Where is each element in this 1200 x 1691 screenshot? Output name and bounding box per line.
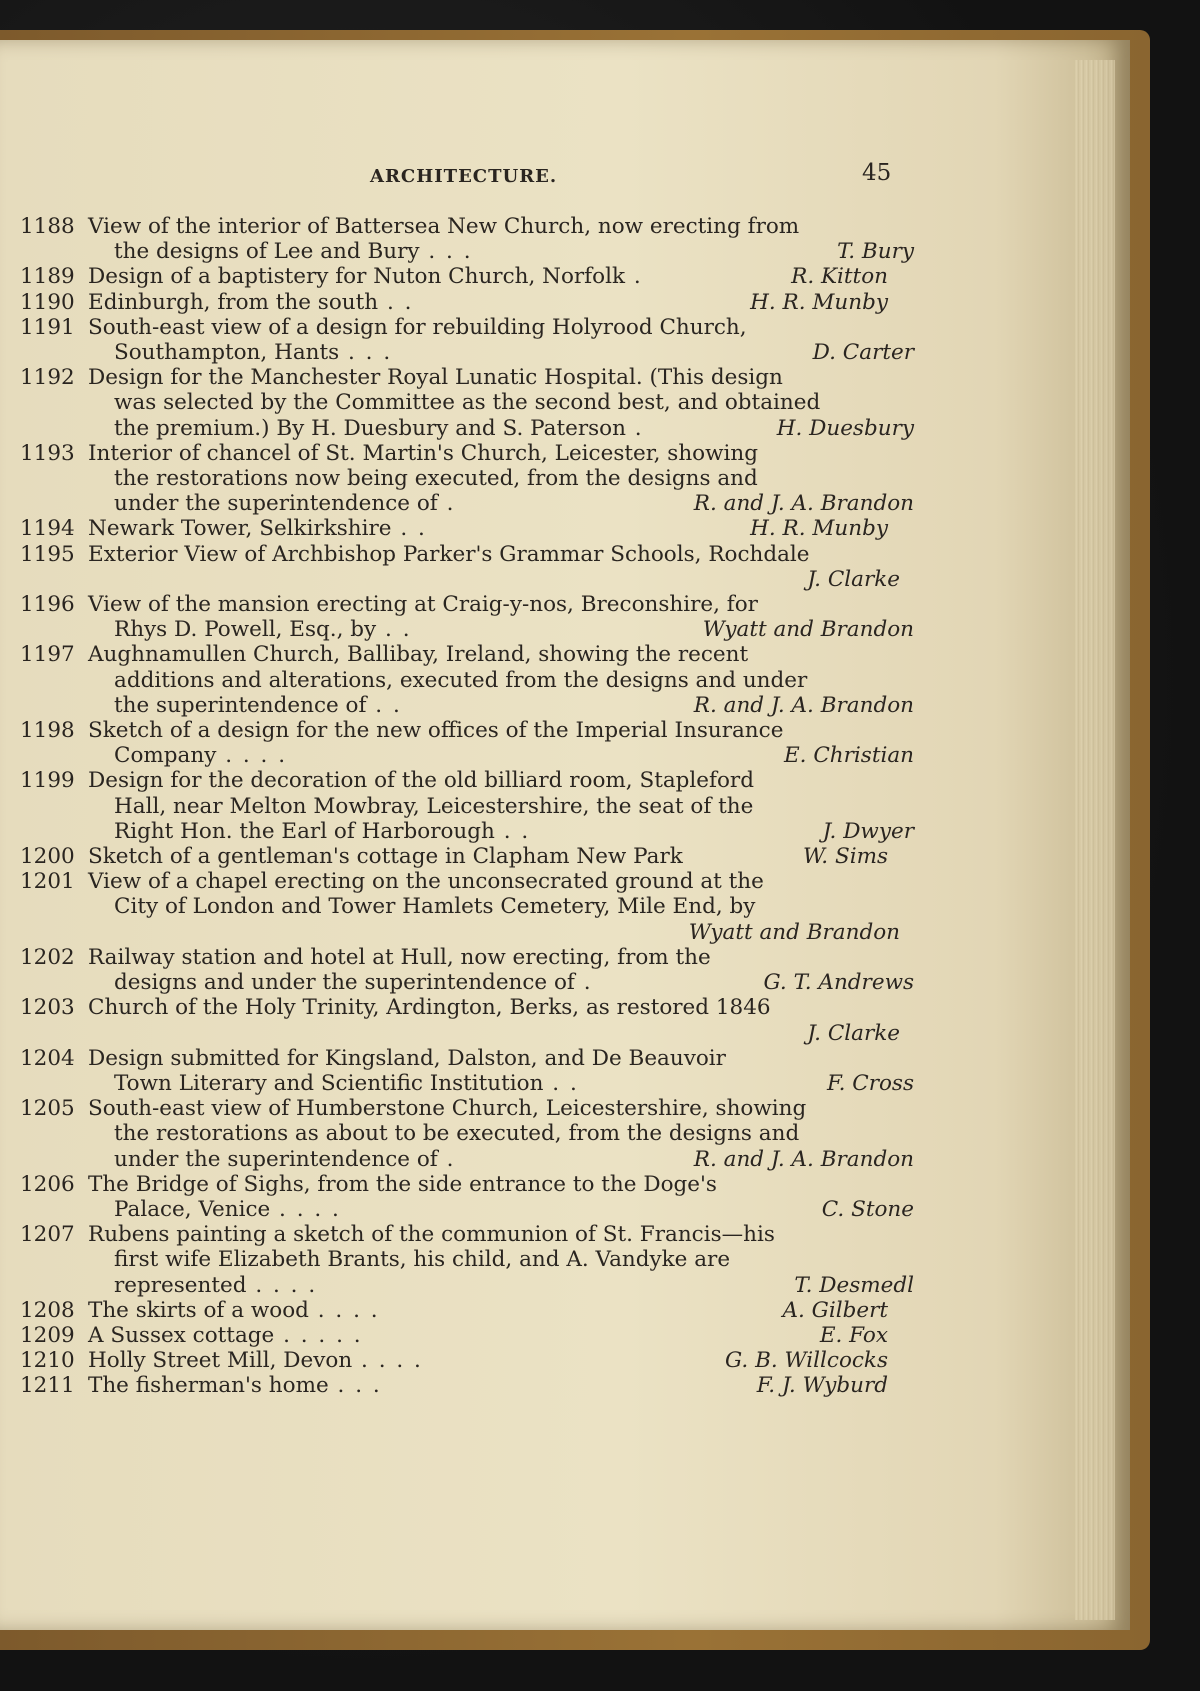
catalogue-entry: [20, 1348, 900, 1373]
entry-text-line: Southampton, Hants . . . D. Carter: [114, 340, 914, 366]
catalogue-entry: [20, 214, 914, 265]
entry-text-line: Rubens painting a sketch of the communion of St. Francis—his: [88, 1222, 775, 1248]
catalogue-entry: [20, 995, 900, 1045]
entry-text-line: Company . . . . E. Christian: [114, 743, 914, 769]
catalogue-entry: [20, 592, 914, 643]
entry-text-line: City of London and Tower Hamlets Cemetery, Mile End, by: [114, 894, 756, 920]
entry-number: 1204: [20, 1045, 75, 1071]
entry-text-line: Rhys D. Powell, Esq., by . . Wyatt and Brandon: [114, 617, 914, 643]
entry-text-line: Holly Street Mill, Devon . . . . G. B. Willcocks: [88, 1348, 888, 1374]
entry-text-line: The fisherman's home . . . F. J. Wyburd: [88, 1373, 888, 1399]
entry-text-line: Sketch of a gentleman's cottage in Clapham New Park W. Sims: [88, 844, 888, 870]
artist-name: R. Kitton: [791, 264, 888, 290]
artist-name: R. and J. A. Brandon: [693, 1146, 914, 1172]
entry-description: [88, 1298, 900, 1323]
artist-name: T. Desmedl: [794, 1272, 914, 1298]
entry-text-line: Aughnamullen Church, Ballibay, Ireland, showing the recent: [88, 642, 749, 668]
entry-number: 1196: [20, 592, 75, 618]
artist-name: J. Clarke: [807, 566, 900, 592]
dot-leader: . .: [543, 1070, 579, 1096]
entry-text-line: Interior of chancel of St. Martin's Church, Leicester, showing: [88, 440, 759, 466]
entry-number: 1203: [20, 995, 75, 1021]
artist-name: W. Sims: [802, 844, 888, 870]
entry-number: 1200: [20, 844, 75, 870]
entry-number: 1202: [20, 944, 75, 970]
dot-leader: . .: [376, 617, 412, 643]
entry-number: 1194: [20, 516, 75, 542]
catalogue-entry: [20, 844, 900, 869]
entry-text-line: the restorations now being executed, from the designs and: [114, 466, 758, 492]
entry-text-line: the premium.) By H. Duesbury and S. Paterson . H. Duesbury: [114, 415, 914, 441]
entry-description: [88, 768, 914, 844]
catalogue-entry: [20, 944, 914, 996]
entry-text-line: View of a chapel erecting on the unconsecrated ground at the: [88, 869, 764, 895]
catalogue-entry: [20, 869, 900, 945]
artist-name: R. and J. A. Brandon: [693, 491, 914, 517]
artist-name: G. T. Andrews: [763, 970, 914, 996]
entry-text-line: Edinburgh, from the south . . H. R. Munby: [88, 289, 888, 315]
entry-description: [88, 516, 900, 541]
entry-description: [88, 1348, 900, 1373]
artist-name: E. Christian: [783, 743, 914, 769]
catalogue-entry: [20, 718, 914, 769]
entry-text-line: Newark Tower, Selkirkshire . . H. R. Munby: [88, 516, 888, 542]
dot-leader: . . . .: [308, 1297, 380, 1323]
entry-text-line: represented . . . . T. Desmedl: [114, 1272, 914, 1298]
entry-description: [88, 1373, 900, 1398]
artist-name: Wyatt and Brandon: [688, 919, 900, 945]
entry-number: 1206: [20, 1171, 75, 1197]
entry-number: 1209: [20, 1322, 75, 1348]
dot-leader: . . . . .: [274, 1322, 363, 1348]
entry-text-line: Design for the Manchester Royal Lunatic Hospital. (This design: [88, 365, 783, 391]
entry-description: [88, 314, 914, 366]
entry-text-line: was selected by the Committee as the second best, and obtained: [114, 390, 821, 416]
entry-text-line: designs and under the superintendence of . G. T. Andrews: [114, 970, 914, 996]
running-head: ARCHITECTURE.: [370, 166, 558, 187]
entry-description: [88, 944, 914, 996]
entry-description: [88, 542, 900, 592]
dot-leader: .: [437, 491, 456, 517]
entry-number: 1205: [20, 1096, 75, 1122]
entry-text-line: the superintendence of . . R. and J. A. Brandon: [114, 692, 914, 718]
entry-text-line: the restorations as about to be executed, from the designs and: [114, 1121, 800, 1147]
dot-leader: .: [437, 1146, 456, 1172]
artist-name: J. Dwyer: [822, 818, 914, 844]
dot-leader: . .: [391, 516, 427, 542]
catalogue-entry: [20, 1323, 900, 1348]
dot-leader: . .: [378, 289, 414, 315]
entry-description: [88, 1171, 914, 1222]
entry-text-line: under the superintendence of . R. and J. A. Brandon: [114, 491, 914, 517]
entry-description: [88, 869, 900, 945]
dot-leader: . . .: [328, 1373, 382, 1399]
entry-text-line: Design submitted for Kingsland, Dalston, and De Beauvoir: [88, 1045, 726, 1071]
dot-leader: .: [625, 415, 644, 441]
entry-number: 1199: [20, 768, 75, 794]
entry-number: 1201: [20, 869, 75, 895]
entry-description: [88, 718, 914, 769]
catalogue-entry: [20, 1171, 914, 1222]
catalogue-entry: [20, 440, 914, 517]
entry-description: [88, 1096, 914, 1172]
entry-number: 1189: [20, 264, 75, 290]
entry-text-line: Town Literary and Scientific Institution . . F. Cross: [114, 1070, 914, 1096]
entry-number: 1195: [20, 541, 75, 567]
artist-name: C. Stone: [821, 1196, 914, 1222]
entry-description: [88, 264, 900, 289]
entry-text-line: The Bridge of Sighs, from the side entrance to the Doge's: [88, 1171, 717, 1197]
entry-text-line: View of the mansion erecting at Craig-y-nos, Breconshire, for: [88, 592, 758, 618]
artist-name: T. Bury: [837, 239, 914, 265]
catalogue-entry: [20, 642, 914, 718]
entry-number: 1188: [20, 214, 75, 239]
entry-description: [88, 440, 914, 517]
entry-description: [88, 592, 914, 643]
entry-text-line: Design of a baptistery for Nuton Church, Norfolk . R. Kitton: [88, 264, 888, 290]
entry-text-line: Right Hon. the Earl of Harborough . . J. Dwyer: [114, 818, 914, 844]
artist-name: A. Gilbert: [782, 1297, 888, 1323]
catalogue-entry: [20, 1096, 914, 1172]
catalogue-entry: [20, 516, 900, 541]
entry-description: [88, 290, 900, 315]
entry-description: [88, 1045, 914, 1096]
entry-number: 1191: [20, 314, 75, 340]
entry-description: [88, 995, 900, 1045]
dot-leader: . .: [366, 692, 402, 718]
entry-text-line: Design for the decoration of the old billiard room, Stapleford: [88, 768, 754, 794]
dot-leader: . . . .: [270, 1196, 341, 1222]
dot-leader: . .: [494, 818, 531, 844]
entry-text-line: Hall, near Melton Mowbray, Leicestershire, the seat of the: [114, 793, 754, 819]
dot-leader: . . . .: [216, 743, 288, 769]
entry-text-line: Railway station and hotel at Hull, now erecting, from the: [88, 944, 711, 970]
catalogue-entry: [20, 1298, 900, 1323]
entry-text-line: additions and alterations, executed from the designs and under: [114, 667, 808, 693]
artist-name: H. Duesbury: [776, 415, 914, 441]
entry-number: 1190: [20, 289, 75, 315]
artist-name: J. Clarke: [807, 1020, 900, 1046]
catalogue-entry: [20, 1222, 914, 1298]
artist-name: D. Carter: [812, 340, 914, 366]
entry-text-line: A Sussex cottage . . . . . E. Fox: [88, 1322, 888, 1348]
dot-leader: .: [574, 970, 593, 996]
entry-number: 1208: [20, 1297, 75, 1323]
artist-name: E. Fox: [819, 1322, 888, 1348]
artist-name: H. R. Munby: [750, 289, 888, 315]
catalogue-entry: [20, 314, 914, 366]
entry-text-line: The skirts of a wood . . . . A. Gilbert: [88, 1297, 888, 1323]
catalogue-entry: [20, 290, 900, 315]
entry-text-line: View of the interior of Battersea New Church, now erecting from: [88, 214, 800, 239]
artist-name: G. B. Willcocks: [725, 1348, 888, 1374]
dot-leader: . . .: [419, 239, 473, 265]
entry-text-line: Exterior View of Archbishop Parker's Grammar Schools, Rochdale: [88, 541, 810, 567]
page-number: 45: [862, 160, 892, 186]
entry-text-line: Sketch of a design for the new offices of the Imperial Insurance: [88, 718, 784, 744]
dot-leader: .: [624, 264, 643, 290]
page-edges: [1075, 60, 1115, 1620]
entry-text-line: South-east view of Humberstone Church, Leicestershire, showing: [88, 1096, 807, 1122]
entry-text-line: South-east view of a design for rebuilding Holyrood Church,: [88, 314, 747, 340]
catalogue-entry: [20, 542, 900, 592]
entry-number: 1193: [20, 440, 75, 466]
entry-description: [88, 844, 900, 869]
catalogue-entry: [20, 1373, 900, 1398]
entry-text-line: the designs of Lee and Bury . . . T. Bury: [114, 239, 914, 265]
entry-number: 1198: [20, 718, 75, 744]
entry-number: 1211: [20, 1373, 75, 1399]
artist-name: H. R. Munby: [750, 516, 888, 542]
entry-description: [88, 1222, 914, 1298]
entry-number: 1210: [20, 1348, 75, 1374]
entry-number: 1192: [20, 365, 75, 391]
artist-name: F. J. Wyburd: [756, 1373, 888, 1399]
catalogue-entry: [20, 264, 900, 289]
entry-description: [88, 1323, 900, 1348]
entry-number: 1207: [20, 1222, 75, 1248]
entry-description: [88, 214, 914, 265]
entry-description: [88, 642, 914, 718]
dot-leader: . . .: [339, 340, 393, 366]
catalogue-entry: [20, 1045, 914, 1096]
catalogue-entries: [20, 214, 914, 1399]
entry-number: 1197: [20, 642, 75, 668]
entry-text-line: Palace, Venice . . . . C. Stone: [114, 1196, 914, 1222]
dot-leader: . . . .: [352, 1348, 423, 1374]
entry-description: [88, 365, 914, 441]
catalogue-entry: [20, 768, 914, 844]
artist-name: F. Cross: [827, 1070, 914, 1096]
entry-text-line: under the superintendence of . R. and J. A. Brandon: [114, 1146, 914, 1172]
catalogue-entry: [20, 365, 914, 441]
artist-name: R. and J. A. Brandon: [693, 692, 914, 718]
dot-leader: . . . .: [246, 1272, 318, 1298]
artist-name: Wyatt and Brandon: [702, 617, 914, 643]
entry-text-line: first wife Elizabeth Brants, his child, and A. Vandyke are: [114, 1247, 731, 1273]
entry-text-line: Church of the Holy Trinity, Ardington, Berks, as restored 1846: [88, 995, 771, 1021]
